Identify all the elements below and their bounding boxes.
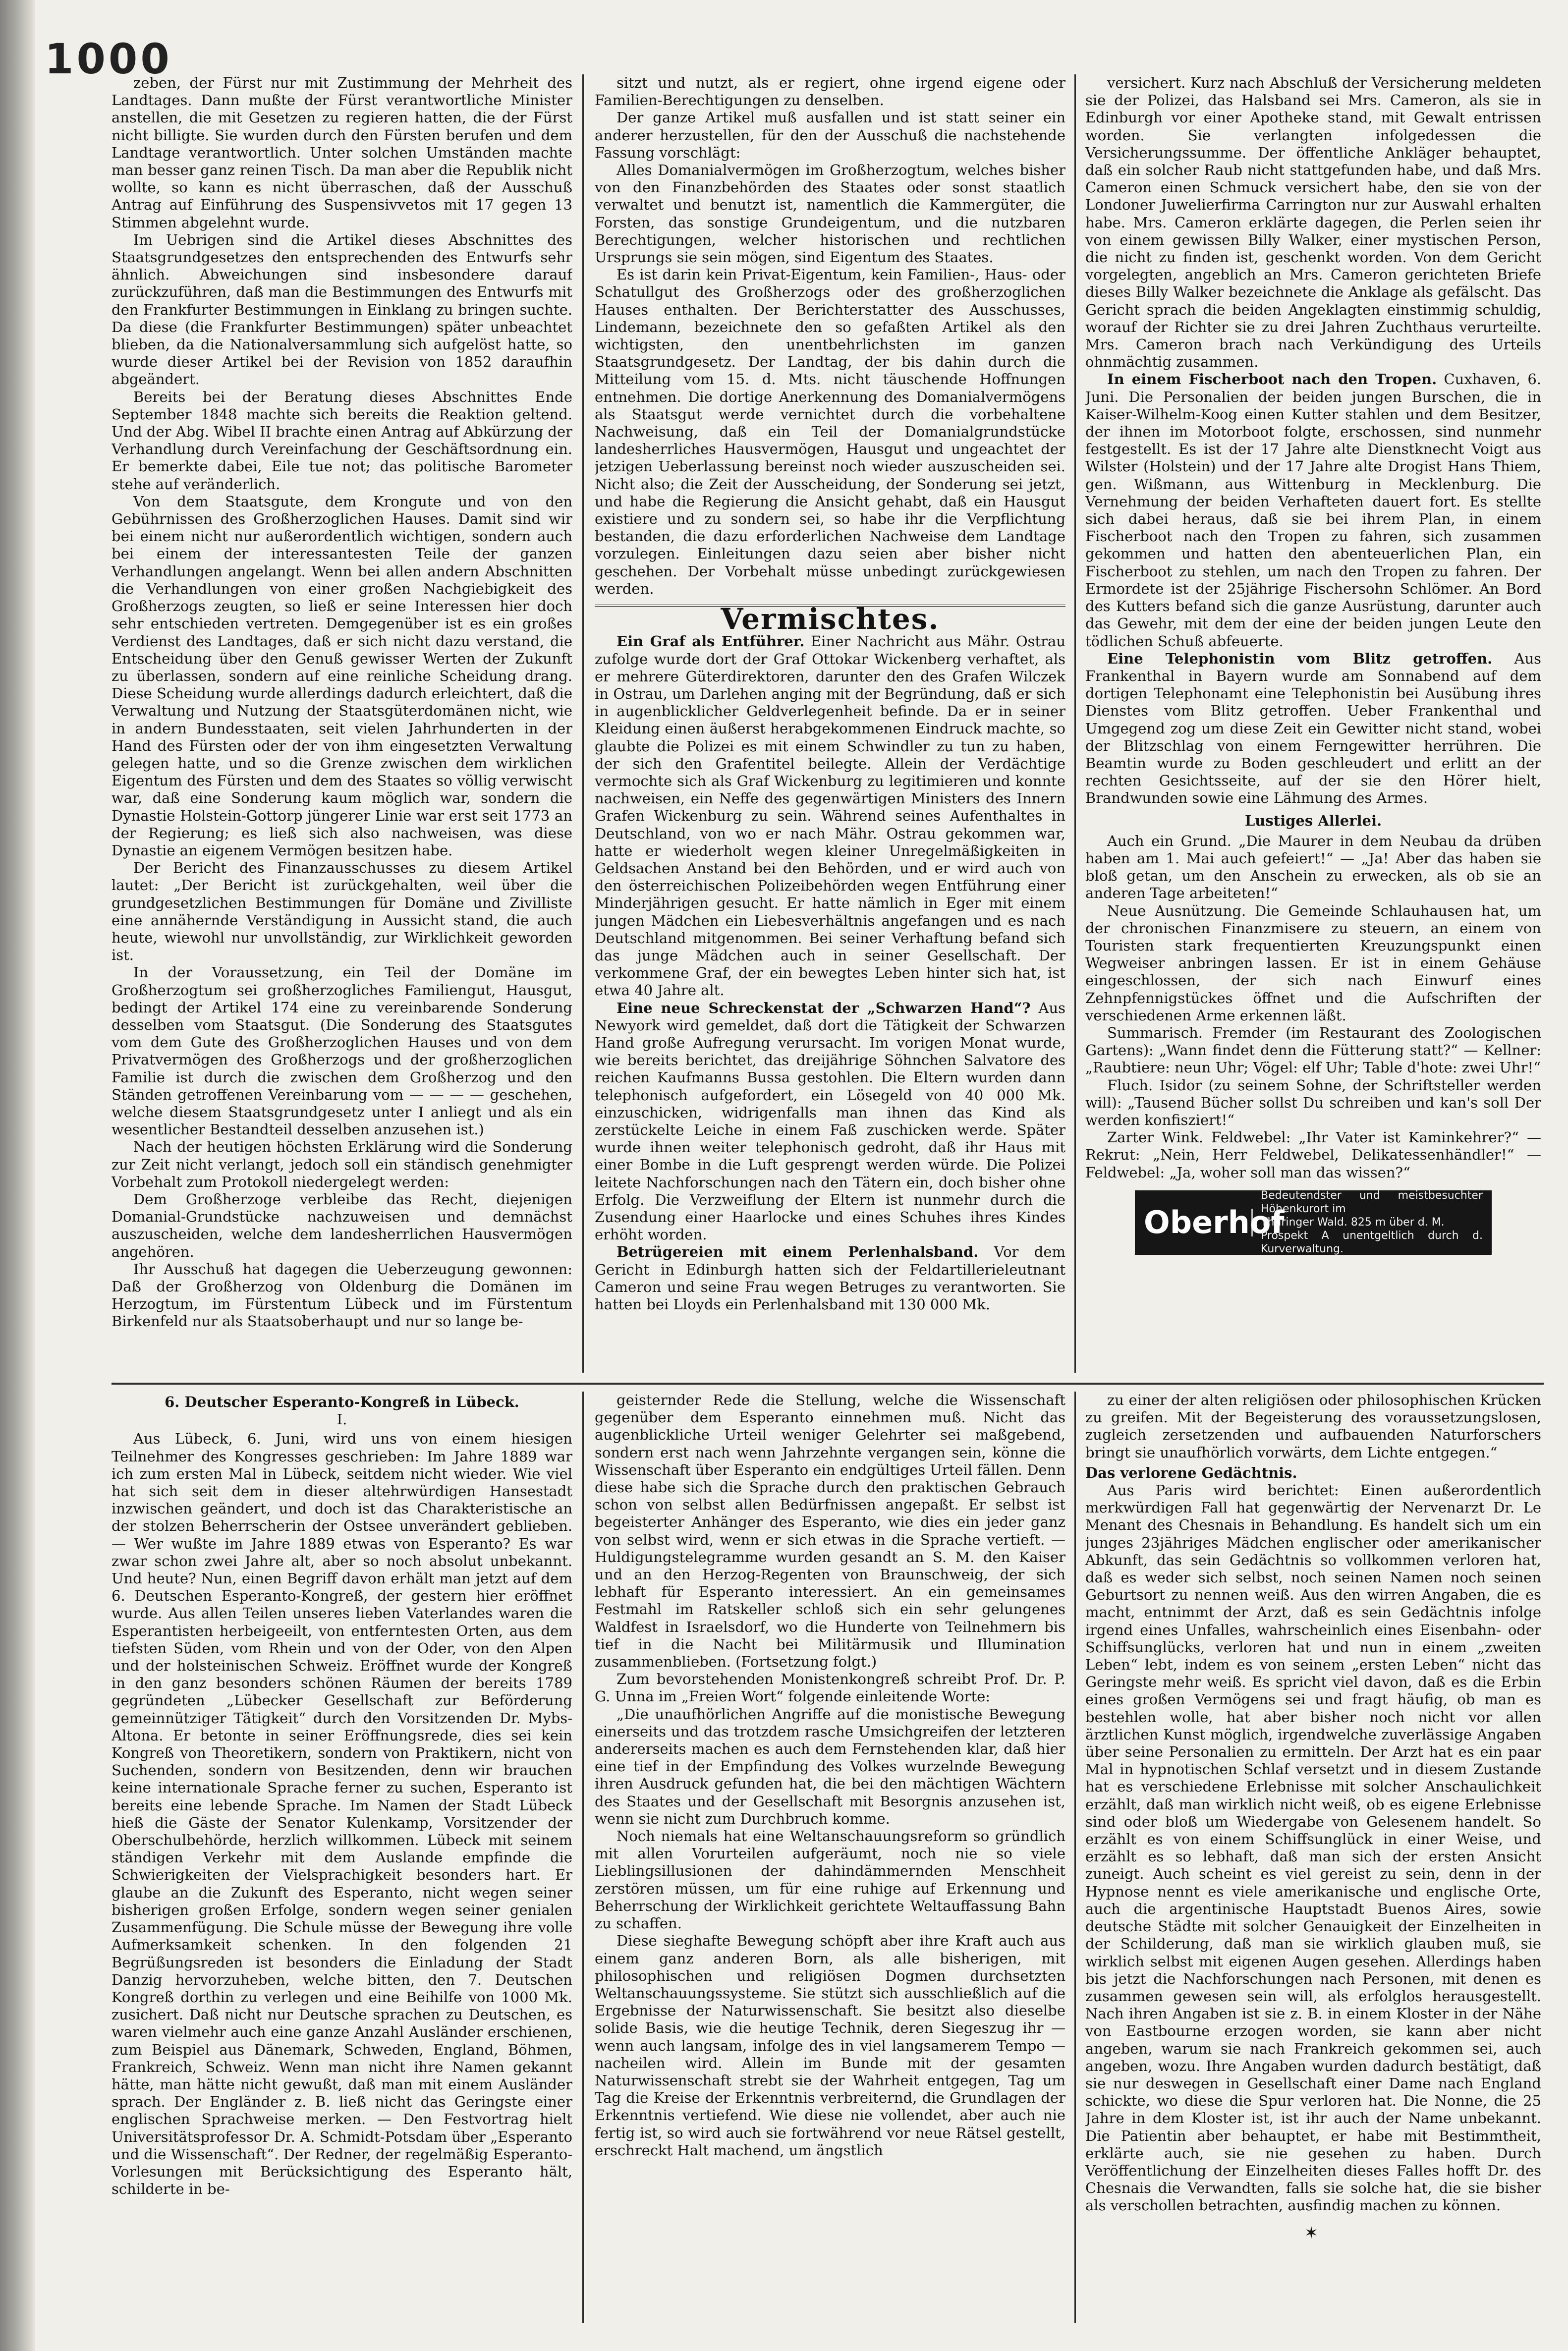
news-item-title: In einem Fischerboot nach den Tropen. xyxy=(1107,371,1437,388)
paragraph: Aus Lübeck, 6. Juni, wird uns von einem hiesigen Teilnehmer des Kongresses geschrieben: Im Jahre 1889 war ich zum ersten Mal in Lübeck, seitdem nicht wieder. Wie viel hat sich seit dem in dieser altehrwürdigen Hansestadt inzwischen geändert, und doch ist das Charakteristische an der stolzen Beherrscherin der Ostsee unverändert geblieben. — Wer wußte im Jahre 1889 etwas von Esperanto? Es war zwar schon zwei Jahre alt, aber so noch absolut unbekannt. Und heute? Nun, einen Begriff davon erhält man jetzt auf dem 6. Deutschen Esperanto-Kongreß, der gestern hier eröffnet wurde. Aus allen Teilen unseres lieben Vaterlandes waren die Esperantisten herbeigeeilt, von entferntesten Orten, aus dem tiefsten Süden, vom Rhein und von der Oder, von den Alpen und der holsteinischen Schweiz. Eröffnet wurde der Kongreß in den ganz besonders schönen Räumen der bereits 1789 gegründeten „Lübecker Gesellschaft zur Beförderung gemeinnütziger Tätigkeit“ durch den Vorsitzenden Dr. Mybs-Altona. Er betonte in seiner Eröffnungsrede, dies sei kein Kongreß von Theoretikern, sondern von Praktikern, nicht von Suchenden, sondern von Besitzenden, denn wir brauchen keine internationale Sprache ferner zu suchen, Esperanto ist bereits eine lebende Sprache. Im Namen der Stadt Lübeck hieß die Gäste der Senator Kulenkamp, Vorsitzender der Oberschulbehörde, herzlich willkommen. Lübeck mit seinem ständigen Verkehr mit dem Auslande empfinde die Schwierigkeiten der Vielsprachigkeit besonders hart. Er glaube an die Zukunft des Esperanto, nicht wegen seiner bisherigen großen Erfolge, sondern wegen seiner genialen Zusammenfügung. Die Schule müsse der Bewegung ihre volle Aufmerksamkeit schenken. In den folgenden 21 Begrüßungsreden ist besonders die Einladung der Stadt Danzig hervorzuheben, welche bitten, den 7. Deutschen Kongreß dorthin zu verlegen und eine Beihilfe von 1000 Mk. zusichert. Daß nicht nur Deutsche sprachen zu Deutschen, es waren vielmehr auch eine ganze Anzahl Ausländer erschienen, zum Beispiel aus Dänemark, Schweden, England, Böhmen, Frankreich, Schweiz. Wenn man nicht ihre Namen gekannt hätte, man hätte nicht gewußt, daß man mit einem Ausländer sprach. Der Engländer z. B. ließ nicht das Geringste einer englischen Sprachweise merken. — Den Festvortrag hielt Universitätsprofessor Dr. A. Schmidt-Potsdam über „Esperanto und die Wissenschaft“. Der Redner, der regelmäßig Esperanto-Vorlesungen mit Berücksichtigung des Esperanto hält, schilderte in be- xyxy=(112,1430,572,2198)
paragraph: Noch niemals hat eine Weltanschauungsreform so gründlich mit allen Vorurteilen aufgeräumt, noch nie so viele Lieblingsillusionen der dahindämmernden Menschheit zerstören müssen, um für eine ruhige auf Erkennung und Beherrschung der Wirklichkeit gerichtete Weltauffassung Bahn zu schaffen. xyxy=(595,1828,1065,1932)
paragraph: „Die unaufhörlichen Angriffe auf die monistische Bewegung einerseits und das trotzdem rasche Umsichgreifen der letzteren andererseits machen es auch dem Fernstehenden klar, daß hier eine tief in der Empfindung des Volkes wurzelnde Bewegung ihren Ausdruck gefunden hat, die bei den mächtigen Wächtern des Staates und der Gesellschaft mit Besorgnis anzusehen ist, wenn sie nicht zum Durchbruch komme. xyxy=(595,1705,1065,1827)
bottom-column-2 xyxy=(595,1392,1065,2323)
vermischtes-heading: Vermischtes. xyxy=(595,605,1065,628)
paragraph: Der ganze Artikel muß ausfallen und ist statt seiner ein anderer herzustellen, für den der Ausschuß die nachstehende Fassung vorschlägt: xyxy=(595,109,1065,161)
column-rule xyxy=(1074,1392,1076,2323)
article-part-number: I. xyxy=(336,1411,347,1428)
page-binding-edge xyxy=(0,0,35,2351)
paragraph: Nach der heutigen höchsten Erklärung wird die Sonderung zur Zeit nicht verlangt, jedoch soll ein ständisch genehmigter Vorbehalt zum Protokoll niedergelegt werden: xyxy=(112,1138,572,1190)
paragraph: Es ist darin kein Privat-Eigentum, kein Familien-, Haus- oder Schatullgut des Großherzogs oder des großherzoglichen Hauses enthalten. Der Berichterstatter des Ausschusses, Lindemann, bezeichnete den so gefaßten Artikel als den wichtigsten, den unentbehrlichsten im ganzen Staatsgrundgesetz. Der Landtag, der bis dahin durch die Mitteilung vom 15. d. Mts. nicht täuschende Hoffnungen entnehmen. Die dortige Anerkennung des Domanialvermögens als Staatsgut werde vernichtet durch die vorbehaltene Nachweisung, daß ein Teil der Domanialgrundstücke landesherrliches Hausvermögen, Hausgut und ungeachtet der jetzigen Ueberlassung bereinst noch wieder auszuscheiden sei. Nicht also; die Zeit der Ausscheidung, der Sonderung sei jetzt, und habe die Regierung die Ansicht gehabt, daß ein Hausgut existiere und zu sondern sei, so habe ihr die Verpflichtung bestanden, die dazu erforderlichen Nachweise dem Landtage vorzulegen. Einleitungen dazu seien aber bisher nicht geschehen. Der Vorbehalt müsse unbedingt zurückgewiesen werden. xyxy=(595,266,1065,597)
news-item xyxy=(1085,371,1541,650)
paragraph: In der Voraussetzung, ein Teil der Domäne im Großherzogtum sei großherzogliches Familiengut, Hausgut, bedingt der Artikel 174 eine zu vereinbarende Sonderung desselben vom Staatsgut. (Die Sonderung des Staatsgutes vom dem Gute des Großherzoglichen Hauses und von dem Privatvermögen des Großherzogs und der großherzoglichen Familie ist durch die zwischen dem Großherzog und den Ständen getroffenen Vereinbarung vom — — — — geschehen, welche diesem Staatsgrundgesetz unter I anliegt und als ein wesentlicher Bestandteil desselben anzusehen ist.) xyxy=(112,964,572,1138)
gedaechtnis-text: Aus Paris wird berichtet: Einen außerordentlich merkwürdigen Fall hat gegenwärtig der Nervenarzt Dr. Le Menant des Chesnais in Behandlung. Es handelt sich um ein junges 23jähriges Mädchen englischer oder amerikanischer Abkunft, das sein Gedächtnis so vollkommen verloren hat, daß es weder sich selbst, noch seinen Namen noch seinen Geburtsort zu nennen weiß. Aus den wirren Angaben, die es macht, entnimmt der Arzt, daß es sein Gedächtnis infolge irgend eines Unfalles, wahrscheinlich eines Eisenbahn- oder Schiffsunglücks, verloren hat und nun in einem „zweiten Leben“ lebt, indem es von seinem „ersten Leben“ nicht das Geringste mehr weiß. Es spricht viel davon, daß es die Erbin eines großen Vermögens sei und fragt häufig, ob man es bestehlen wolle, hat aber bisher noch nicht vor allen ärztlichen Kunst möglich, irgendwelche zuverlässige Angaben über seine Personalien zu ermitteln. Der Arzt hat es ein paar Mal in hypnotischen Schlaf versetzt und in diesem Zustande hat es verschiedene Erlebnisse mit solcher Anschaulichkeit erzählt, daß man wirklich nicht weiß, ob es eigene Erlebnisse sind oder bloß um Wiedergabe von Gelesenem handelt. So erzählt es von einem Schiffsunglück in einer Weise, und erzählt es so lebhaft, daß man sich der ersten Ansicht zuneigt. Auch scheint es viel gereist zu sein, denn in der Hypnose nennt es viele amerikanische und englische Orte, auch die argentinische Hauptstadt Buenos Aires, sowie deutsche Städte mit solcher Genauigkeit der Einzelheiten in der Schilderung, daß man sie wirklich glauben muß, sie wirklich selbst mit eigenen Augen gesehen. Allerdings haben bis jetzt die Nachforschungen nach Personen, mit denen es zusammen gewesen sein will, als erfolglos herausgestellt. Nach ihren Angaben ist sie z. B. in einem Kloster in der Nähe von Eastbourne erzogen worden, sie kann aber nicht angeben, warum sie nach Frankreich gekommen sei, auch angeben, wozu. Ihre Angaben wurden dadurch bestätigt, daß sie nur deswegen in Gesellschaft einer Dame nach England schickte, wo diese die Spur verloren hat. Die Nonne, die 25 Jahre in dem Kloster ist, ist ihr auch der Name unbekannt. Die Patientin aber behauptet, er habe mit Bestimmtheit, erklärte auch, sie nie gesehen zu haben. Durch Veröffentlichung der Einzelheiten dieses Falles hofft Dr. des Chesnais die Verwandten, falls sie solche hat, die sie bisher als verschollen betrachten, ausfindig machen zu können. xyxy=(1085,1482,1541,2214)
news-item-title: Betrügereien mit einem Perlenhalsband. xyxy=(616,1243,979,1261)
ad-line: Thüringer Wald. 825 m über d. M. xyxy=(1261,1216,1445,1229)
lustiges-heading: Lustiges Allerlei. xyxy=(1244,812,1382,829)
news-item-title: Eine neue Schreckenstat der „Schwarzen Hand“? xyxy=(616,999,1031,1016)
column-rule xyxy=(1074,74,1076,1373)
column-rule xyxy=(582,74,584,1373)
paragraph: Auch ein Grund. „Die Maurer in dem Neubau da drüben haben am 1. Mai auch gefeiert!“ — „Ja! Aber das haben sie bloß getan, um den Anschein zu erwecken, als ob sie an anderen Tage arbeiteten!“ xyxy=(1085,832,1541,902)
paragraph: Der Bericht des Finanzausschusses zu diesem Artikel lautet: „Der Bericht ist zurückgehalten, weil über die grundgesetzlichen Bestimmungen für Domäne und Zivilliste eine annähernde Verständigung in Aussicht stand, die auch heute, wiewohl nur unvollständig, zur Wirklichkeit geworden ist. xyxy=(112,859,572,964)
gedaechtnis-title: Das verlorene Gedächtnis. xyxy=(1085,1464,1297,1481)
bottom-column-1 xyxy=(112,1392,572,2323)
paragraph: Von dem Staatsgute, dem Krongute und von den Gebührnissen des Großherzoglichen Hauses. Damit sind wir bei einem nicht nur außerordentlich wichtigen, sondern auch bei einem der interessantesten Teile der ganzen Verhandlungen angelangt. Wenn bei allen andern Abschnitten die Verhandlungen von einer großen Nachgiebigkeit des Großherzogs zeugten, so ließ er seine Interessen hier doch sehr entschieden vertreten. Demgegenüber ist es ein großes Verdienst des Landtages, daß er sich nicht dazu verstand, die Entscheidung über den Genuß gewisser Werten der Zukunft zu überlassen, sondern auf eine reinliche Scheidung drang. Diese Scheidung wurde allerdings dadurch erleichtert, daß die Verwaltung und Nutzung der Staatsgüterdomänen nicht, wie in andern Bundesstaaten, seit vielen Jahrhunderten in der Hand des Fürsten oder der von ihm eingesetzten Verwaltung gelegen hatte, und so die Grenze zwischen dem wirklichen Eigentum des Fürsten und dem des Staates so völlig verwischt war, daß eine Sonderung kaum möglich war, sondern die Dynastie Holstein-Gottorp jüngerer Linie war erst seit 1773 an der Regierung; es ließ sich also nachweisen, was diese Dynastie an eigenem Vermögen besitzen habe. xyxy=(112,493,572,859)
news-item xyxy=(595,1243,1065,1313)
paragraph: zu einer der alten religiösen oder philosophischen Krücken zu greifen. Mit der Begeisterung des voraussetzungslosen, zugleich zersetzenden und aufbauenden Naturforschers bringt sie unaufhörlich vorwärts, dem Lichte entgegen.“ xyxy=(1085,1392,1541,1461)
news-item-title: Eine Telephonistin vom Blitz getroffen. xyxy=(1107,650,1493,667)
paragraph: Summarisch. Fremder (im Restaurant des Zoologischen Gartens): „Wann findet denn die Fütterung statt?“ — Kellner: „Raubtiere: neun Uhr; Vögel: elf Uhr; Table d'hote: zwei Uhr!“ xyxy=(1085,1024,1541,1076)
top-column-3 xyxy=(1085,74,1541,1370)
ad-text xyxy=(1261,1189,1483,1256)
paragraph: Im Uebrigen sind die Artikel dieses Abschnittes des Staatsgrundgesetzes den entsprechenden des Entwurfs sehr ähnlich. Abweichungen sind insbesondere darauf zurückzuführen, daß man die Bestimmungen des Entwurfs mit den Frankfurter Bestimmungen in Einklang zu bringen suchte. Da diese (die Frankfurter Bestimmungen) später unbeachtet blieben, da die Nationalversammlung sich aufgelöst hatte, so wurde dieser Artikel bei der Revision von 1852 daraufhin abgeändert. xyxy=(112,231,572,388)
news-item-title: Ein Graf als Entführer. xyxy=(616,633,805,650)
news-item-text: Einer Nachricht aus Mähr. Ostrau zufolge wurde dort der Graf Ottokar Wickenberg verhaftet, als er mehrere Güterdirektoren, darunter den des Grafen Wilczek in Ostrau, um Darlehen anging mit der Begründung, daß er sich in augenblicklicher Geldverlegenheit befinde. Da er in seiner Kleidung einen äußerst herabgekommenen Eindruck machte, so glaubte die Polizei es mit einem Schwindler zu tun zu haben, der sich den Grafentitel beilegte. Allein der Verdächtige vermochte sich als Graf Wickenburg zu legitimieren und konnte nachweisen, ein Neffe des gegenwärtigen Ministers des Innern Grafen Wickenburg zu sein. Während seines Aufenthaltes in Deutschland, von wo er nach Mähr. Ostrau gekommen war, hatte er wiederholt wegen kleiner Unregelmäßigkeiten in Geldsachen Anstand bei den Behörden, und er wird auch von den österreichischen Polizeibehörden wegen Entführung einer Minderjährigen gesucht. Er hatte nämlich in Eger mit einem jungen Mädchen ein Liebesverhältnis angefangen und es nach Deutschland mitgenommen. Bei seiner Verhaftung befand sich das junge Mädchen auch in seiner Gesellschaft. Der verkommene Graf, der ein bewegtes Leben hinter sich hat, ist etwa 40 Jahre alt. xyxy=(595,633,1065,999)
page-number: 1000 xyxy=(45,35,172,83)
paragraph: geisternder Rede die Stellung, welche die Wissenschaft gegenüber dem Esperanto einnehmen muß. Nicht das augenblickliche Urteil weniger Gelehrter sei maßgebend, sondern erst nach wenn Jahrzehnte vergangen sein, könne die Wissenschaft über Esperanto ein endgültiges Urteil fällen. Denn diese habe sich die Sprache durch den praktischen Gebrauch schon von selbst allen Bedürfnissen angepaßt. Er selbst ist begeisterter Anhänger des Esperanto, wie dies ein jeder ganz von selbst wird, wenn er sich etwas in die Sprache vertieft. — Huldigungstelegramme wurden gesandt an S. M. den Kaiser und an den Herzog-Regenten von Braunschweig, der sich lebhaft für Esperanto interessiert. An ein gemeinsames Festmahl im Ratskeller schloß sich ein sehr gelungenes Waldfest in Israelsdorf, wo die Hunderte von Teilnehmern bis tief in die Nacht bei Militärmusik und Illumination zusammenblieben. (Fortsetzung folgt.) xyxy=(595,1392,1065,1671)
news-item xyxy=(1085,650,1541,807)
paragraph: sitzt und nutzt, als er regiert, ohne irgend eigene oder Familien-Berechtigungen zu denselben. xyxy=(595,74,1065,109)
section-divider xyxy=(112,1383,1544,1385)
paragraph: Zum bevorstehenden Monistenkongreß schreibt Prof. Dr. P. G. Unna im „Freien Wort“ folgende einleitende Worte: xyxy=(595,1671,1065,1705)
news-item-text: Aus Newyork wird gemeldet, daß dort die Tätigkeit der Schwarzen Hand große Aufregung verursacht. Im vorigen Monat wurde, wie bereits berichtet, das dreijährige Söhnchen Salvatore des reichen Kaufmanns Bussa gestohlen. Die Eltern wurden dann telephonisch aufgefordert, ein Lösegeld von 40 000 Mk. einzuschicken, widrigenfalls man ihnen das Kind als zerstückelte Leiche in einem Faß zuschicken werde. Später wurde ihnen weiter telephonisch gedroht, daß ihr Haus mit einer Bombe in die Luft gesprengt werden würde. Die Polizei leitete Nachforschungen nach den Tätern ein, doch bisher ohne Erfolg. Die Verzweiflung der Eltern ist nunmehr durch die Zusendung einer Haarlocke und eines Schuhes ihres Kindes erhöht worden. xyxy=(595,999,1065,1243)
paragraph: versichert. Kurz nach Abschluß der Versicherung meldeten sie der Polizei, das Halsband sei Mrs. Cameron, als sie in Edinburgh vor einer Apotheke stand, mit Gewalt entrissen worden. Sie verlangten infolgedessen die Versicherungssumme. Der öffentliche Ankläger behauptet, daß ein solcher Raub nicht stattgefunden habe, und daß Mrs. Cameron einen Schmuck versichert habe, den sie von der Londoner Juwelierfirma Carrington nur zur Auswahl erhalten habe. Mrs. Cameron erklärte dagegen, die Perlen seien ihr von einem gewissen Billy Walker, einer mystischen Person, die nicht zu finden ist, geschenkt worden. Von dem Gericht vorgelegten, angeblich an Mrs. Cameron gerichteten Briefe dieses Billy Walker bezeichnete die Anklage als gefälscht. Das Gericht sprach die beiden Angeklagten einstimmig schuldig, worauf der Richter sie zu drei Jahren Zuchthaus verurteilte. Mrs. Cameron brach nach Verkündigung des Urteils ohnmächtig zusammen. xyxy=(1085,74,1541,371)
oberhof-logo: Oberhof xyxy=(1144,1204,1285,1240)
ad-line: Bedeutendster und meistbesuchter Höhenkurort im xyxy=(1261,1189,1483,1216)
paragraph: Ihr Ausschuß hat dagegen die Ueberzeugung gewonnen: Daß der Großherzog von Oldenburg die Domänen im Herzogtum, im Fürstentum Lübeck und im Fürstentum Birkenfeld nur als Staatsoberhaupt und nur so lange be- xyxy=(112,1260,572,1330)
paragraph: Alles Domanialvermögen im Großherzogtum, welches bisher von den Finanzbehörden des Staates oder sonst staatlich verwaltet und benutzt ist, namentlich die Kammergüter, die Forsten, das sonstige Grundeigentum, und die nutzbaren Berechtigungen, welcher historischen und rechtlichen Ursprungs sie sein mögen, sind Eigentum des Staates. xyxy=(595,162,1065,266)
top-column-2 xyxy=(595,74,1065,1370)
bottom-column-3 xyxy=(1085,1392,1541,2323)
column-rule xyxy=(582,1392,584,2323)
news-item-text: Cuxhaven, 6. Juni. Die Personalien der beiden jungen Burschen, die in Kaiser-Wilhelm-Koog einen Kutter stahlen und dem Besitzer, der ihnen im Motorboot folgte, erschossen, sind nunmehr festgestellt. Es ist der 17 Jahre alte Dienstknecht Voigt aus Wilster (Holstein) und der 17 Jahre alte Drogist Hans Thiem, gen. Wißmann, aus Wittenburg in Mecklenburg. Die Vernehmung der beiden Verhafteten dauert fort. Es stellte sich dabei heraus, daß sie bei ihrem Plan, in einem Fischerboot nach den Tropen zu fahren, sich zusammen gekommen und hatten den abenteuerlichen Plan, ein Fischerboot zu stehlen, um nach den Tropen zu fahren. Der Ermordete ist der 25jährige Fischersohn Schlömer. An Bord des Kutters befand sich die ganze Ausrüstung, darunter auch das Gewehr, mit dem der eine der beiden jungen Leute den tödlichen Schuß abfeuerte. xyxy=(1085,371,1541,650)
end-ornament: ✶ xyxy=(1304,2223,1323,2243)
news-item-text: Vor dem Gericht in Edinburgh hatten sich der Feldartillerieleutnant Cameron und seine Frau wegen Betruges zu verantworten. Sie hatten bei Lloyds ein Perlenhalsband mit 130 000 Mk. xyxy=(595,1243,1065,1313)
news-item xyxy=(595,1000,1065,1244)
news-item xyxy=(595,633,1065,999)
top-column-1 xyxy=(112,74,572,1370)
paragraph: zeben, der Fürst nur mit Zustimmung der Mehrheit des Landtages. Dann mußte der Fürst verantwortliche Minister anstellen, die mit Gesetzen zu regieren hatten, die der Fürst nicht billigte. Sie wurden durch den Fürsten berufen und dem Landtage verantwortlich. Unter solchen Umständen machte man besser ganz reinen Tisch. Da man aber die Republik nicht wollte, so kann es nicht überraschen, daß der Ausschuß Antrag auf Einführung des Suspensivvetos mit 17 gegen 13 Stimmen abgelehnt wurde. xyxy=(112,74,572,231)
paragraph: Diese sieghafte Bewegung schöpft aber ihre Kraft auch aus einem ganz anderen Born, als alle bisherigen, mit philosophischen und religiösen Dogmen durchsetzten Weltanschauungssysteme. Sie stützt sich ausschließlich auf die Ergebnisse der Naturwissenschaft. Sie besitzt also dieselbe solide Basis, wie die heutige Technik, deren Siegeszug ihr — wenn auch langsam, infolge des in viel langsamerem Tempo — nacheilen wird. Allein im Bunde mit der gesamten Naturwissenschaft strebt sie der Wahrheit entgegen, Tag um Tag die Kreise der Erkenntnis verbreiternd, die Grundlagen der Erkenntnis vertiefend. Wie diese nie vollendet, aber auch nie fertig ist, so wird auch sie fortwährend vor neue Rätsel gestellt, erschreckt Halt machend, um ängstlich xyxy=(595,1932,1065,2159)
news-item-text: Aus Frankenthal in Bayern wurde am Sonnabend auf dem dortigen Telephonamt eine Telephonistin bei Ausübung ihres Dienstes vom Blitz getroffen. Ueber Frankenthal und Umgegend zog um diese Zeit ein Gewitter nicht stand, wobei der Blitzschlag von einem Ferngewitter herrühren. Die Beamtin wurde zu Boden geschleudert und erlitt an der rechten Gesichtsseite, auf der sie den Hörer hielt, Brandwunden sowie eine Lähmung des Armes. xyxy=(1085,650,1541,807)
paragraph: Dem Großherzoge verbleibe das Recht, diejenigen Domanial-Grundstücke nachzuweisen und demnächst auszuscheiden, welche dem landesherrlichen Hausvermögen angehören. xyxy=(112,1191,572,1260)
paragraph: Bereits bei der Beratung dieses Abschnittes Ende September 1848 machte sich bereits die Reaktion geltend. Und der Abg. Wibel II brachte einen Antrag auf Abkürzung der Verhandlung durch Vereinfachung der Geschäftsordnung ein. Er bemerkte dabei, Eile tue not; das politische Barometer stehe auf veränderlich. xyxy=(112,388,572,493)
paragraph: Zarter Wink. Feldwebel: „Ihr Vater ist Kaminkehrer?“ — Rekrut: „Nein, Herr Feldwebel, Delikatessenhändler!“ — Feldwebel: „Ja, woher soll man das wissen?“ xyxy=(1085,1129,1541,1181)
paragraph: Neue Ausnützung. Die Gemeinde Schlauhausen hat, um der chronischen Finanzmisere zu steuern, an einem von Touristen stark frequentierten Kreuzungspunkt einen Wegweiser anbringen lassen. Er ist in einem Gehäuse eingeschlossen, der sich nach Einwurf eines Zehnpfennigstückes öffnet und die Aufschriften der verschiedenen Arme erkennen läßt. xyxy=(1085,902,1541,1024)
esperanto-article-title: 6. Deutscher Esperanto-Kongreß in Lübeck. xyxy=(165,1394,519,1410)
ad-line: Prospekt A unentgeltlich durch d. Kurverwaltung. xyxy=(1261,1230,1483,1256)
paragraph: Fluch. Isidor (zu seinem Sohne, der Schriftsteller werden will): „Tausend Bücher sollst Du schreiben und kan's soll Der werden konfisziert!“ xyxy=(1085,1076,1541,1128)
oberhof-advertisement[interactable] xyxy=(1135,1190,1492,1255)
